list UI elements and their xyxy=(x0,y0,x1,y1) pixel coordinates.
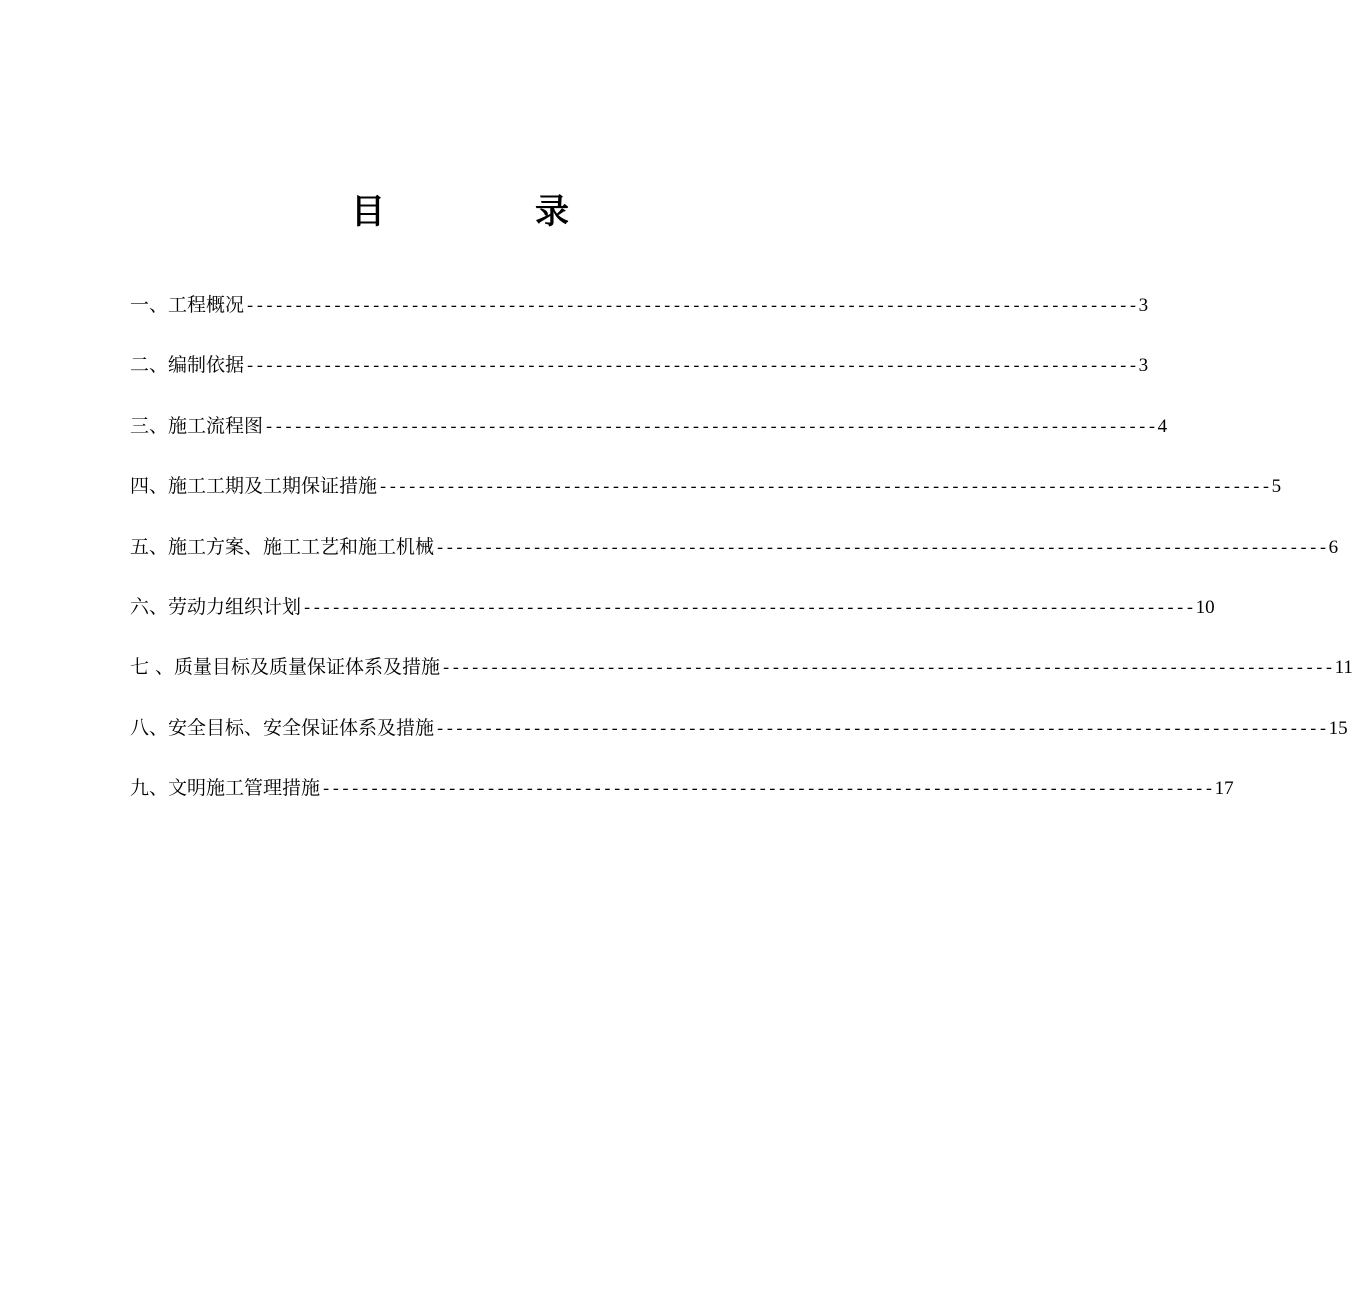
toc-page-number: 5 xyxy=(1271,476,1282,498)
toc-leader: -------------------------------------------------------------------------------------------- xyxy=(435,720,1328,740)
toc-entry-label: 九、文明施工管理措施 xyxy=(130,777,321,800)
toc-page-number: 6 xyxy=(1328,536,1339,558)
toc-page-number: 3 xyxy=(1138,355,1149,377)
toc-page-number: 4 xyxy=(1157,415,1168,437)
toc-leader: -------------------------------------------------------------------------------------------- xyxy=(302,599,1195,619)
table-of-contents xyxy=(130,283,1353,827)
toc-page-number: 17 xyxy=(1214,778,1234,800)
toc-entry[interactable] xyxy=(130,585,1215,645)
toc-leader: -------------------------------------------------------------------------------------------- xyxy=(321,781,1214,801)
toc-page-number: 15 xyxy=(1328,717,1348,739)
toc-entry[interactable] xyxy=(130,706,1348,766)
toc-entry[interactable] xyxy=(130,283,1149,343)
toc-entry-label: 七 、质量目标及质量保证体系及措施 xyxy=(130,656,441,679)
toc-leader: -------------------------------------------------------------------------------------------- xyxy=(435,539,1328,559)
toc-entry-label: 六、劳动力组织计划 xyxy=(130,595,302,618)
toc-leader: -------------------------------------------------------------------------------------------- xyxy=(264,418,1157,438)
toc-page-number: 11 xyxy=(1334,657,1353,679)
toc-entry[interactable] xyxy=(130,645,1353,705)
toc-entry[interactable] xyxy=(130,464,1282,524)
toc-entry[interactable] xyxy=(130,525,1339,585)
toc-entry[interactable] xyxy=(130,404,1168,464)
toc-leader: -------------------------------------------------------------------------------------------- xyxy=(245,298,1138,317)
toc-leader: -------------------------------------------------------------------------------------------- xyxy=(378,479,1271,499)
toc-entry-label: 三、施工流程图 xyxy=(130,414,264,437)
page-title: 目 录 xyxy=(351,192,627,232)
toc-leader: -------------------------------------------------------------------------------------------- xyxy=(245,358,1138,378)
toc-page-number: 3 xyxy=(1138,295,1149,316)
toc-leader: -------------------------------------------------------------------------------------------- xyxy=(441,660,1334,680)
toc-entry-label: 八、安全目标、安全保证体系及措施 xyxy=(130,716,435,739)
toc-entry-label: 一、工程概况 xyxy=(130,294,245,316)
toc-entry[interactable] xyxy=(130,766,1234,826)
toc-entry[interactable] xyxy=(130,343,1149,403)
toc-entry-label: 二、编制依据 xyxy=(130,354,245,377)
toc-page-number: 10 xyxy=(1195,596,1215,618)
toc-entry-label: 四、施工工期及工期保证措施 xyxy=(130,475,378,498)
toc-entry-label: 五、施工方案、施工工艺和施工机械 xyxy=(130,535,435,558)
